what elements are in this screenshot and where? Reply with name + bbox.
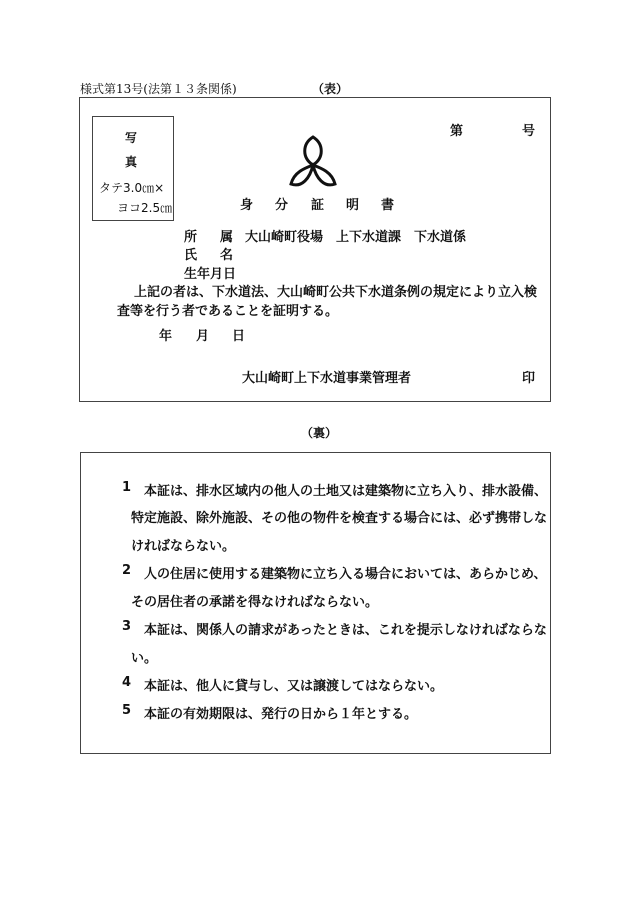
title-char-1: 身: [240, 198, 254, 213]
rule-1-number: 1: [122, 480, 132, 495]
town-emblem-icon: [288, 134, 338, 190]
rule-1-line-1: 本証は、排水区域内の他人の土地又は建築物に立ち入り、排水設備、: [144, 484, 548, 499]
front-side-label: （表）: [312, 82, 349, 96]
affiliation-value: 大山崎町役場 上下水道課 下水道係: [245, 230, 467, 245]
rule-2-line-1: 人の住居に使用する建築物に立ち入る場合においては、あらかじめ、: [144, 567, 547, 582]
rule-4-line-1: 本証は、他人に貸与し、又は譲渡してはならない。: [144, 679, 444, 694]
title-char-3: 証: [311, 198, 325, 213]
rule-3-line-1: 本証は、関係人の請求があったときは、これを提示しなければならな: [144, 623, 547, 638]
title-char-5: 書: [381, 198, 395, 213]
date-year-label: 年: [159, 329, 173, 344]
rule-3-number: 3: [122, 619, 132, 634]
affiliation-label-2: 属: [220, 230, 234, 245]
photo-label-2: 真: [125, 155, 138, 169]
photo-label-1: 写: [125, 131, 138, 145]
rule-3-line-2: い。: [131, 651, 158, 666]
rule-1-line-2: 特定施設、除外施設、その他の物件を検査する場合には、必ず携帯しな: [131, 511, 548, 526]
rule-5-number: 5: [122, 703, 132, 718]
title-char-2: 分: [275, 198, 289, 213]
rule-1-line-3: ければならない。: [131, 539, 236, 554]
form-number-header: 様式第13号(法第１３条関係): [80, 82, 237, 96]
date-day-label: 日: [232, 329, 246, 344]
rule-5-line-1: 本証の有効期限は、発行の日から１年とする。: [144, 707, 418, 722]
photo-placeholder: [92, 116, 174, 221]
name-label-2: 名: [220, 248, 234, 263]
statement-line-1: 上記の者は、下水道法、大山崎町公共下水道条例の規定により立入検: [134, 285, 538, 300]
affiliation-label-1: 所: [184, 230, 198, 245]
certificate-number-suffix: 号: [522, 124, 536, 139]
rule-4-number: 4: [122, 675, 132, 690]
photo-size-width: ヨコ2.5㎝: [117, 201, 173, 215]
rule-2-line-2: その居住者の承諾を得なければならない。: [131, 595, 379, 610]
statement-line-2: 査等を行う者であることを証明する。: [117, 304, 339, 319]
photo-size-height: タテ3.0㎝×: [99, 181, 165, 195]
issuer-title: 大山崎町上下水道事業管理者: [242, 371, 412, 386]
date-month-label: 月: [196, 329, 210, 344]
certificate-number-label: 第: [450, 124, 464, 139]
name-label-1: 氏: [184, 248, 198, 263]
back-side-label: （裏）: [301, 426, 338, 440]
seal-mark: 印: [522, 371, 536, 386]
birthdate-label: 生年月日: [184, 267, 237, 282]
rule-2-number: 2: [122, 563, 132, 578]
title-char-4: 明: [346, 198, 360, 213]
